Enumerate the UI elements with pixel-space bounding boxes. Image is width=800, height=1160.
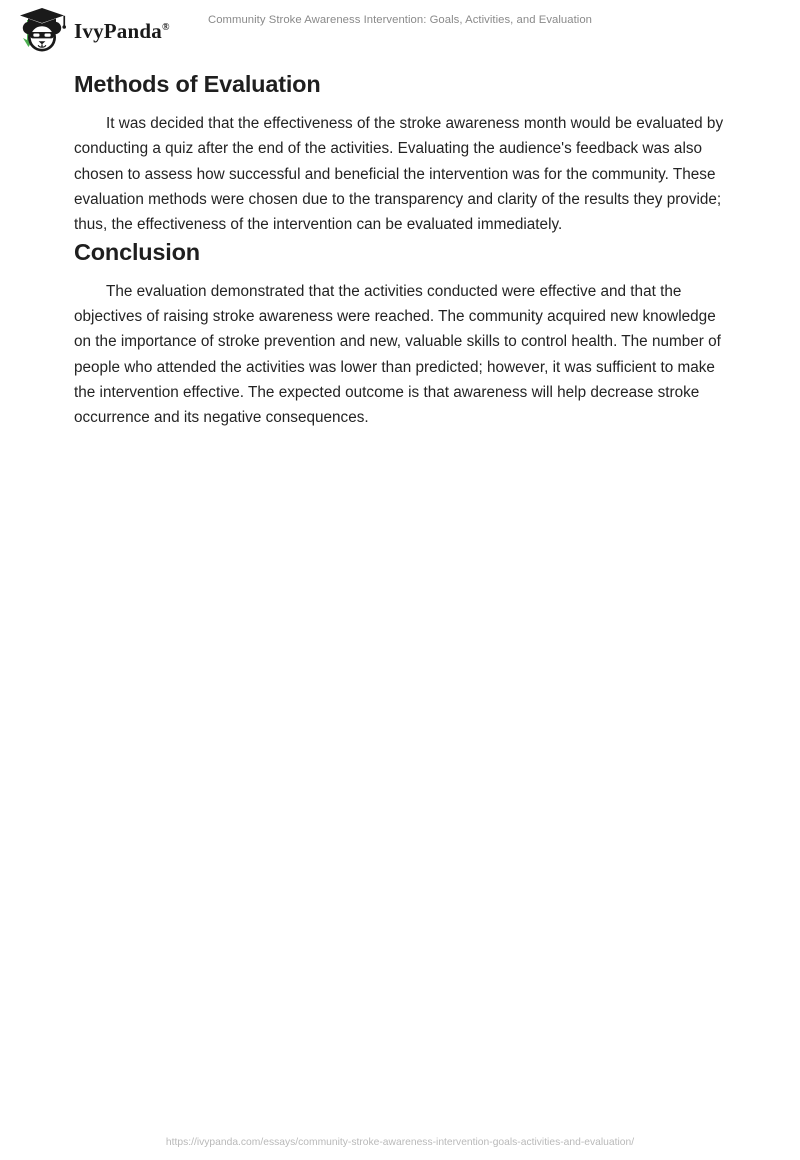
footer-source-url[interactable]: https://ivypanda.com/essays/community-stroke-awareness-intervention-goals-activities-and-evaluation/: [165, 1137, 635, 1148]
document-body: [74, 70, 725, 431]
page-header: [0, 0, 800, 62]
section-heading-conclusion: Conclusion: [74, 238, 200, 265]
section-heading-methods-of-evaluation: Methods of Evaluation: [74, 71, 321, 97]
page-footer: [0, 1132, 800, 1150]
brand-name-text: IvyPanda: [74, 18, 162, 43]
document-title-header: Community Stroke Awareness Intervention: Goals, Activities, and Evaluation: [207, 14, 592, 26]
paragraph-conclusion: The evaluation demonstrated that the activities conducted were effective and that the objectives of raising stroke awareness were reached. The community acquired new knowledge on the importance of stroke prevention and new, valuable skills to control health. The number of people who attended the activities was lower than predicted; however, it was sufficient to make the intervention effective. The expected outcome is that awareness will help decrease stroke occurrence and its negative consequences.: [74, 282, 721, 427]
paragraph-methods-of-evaluation: It was decided that the effectiveness of the stroke awareness month would be evaluated by conducting a quiz after the end of the activities. Evaluating the audience's feedback was also chosen to assess how successful and beneficial the intervention was for the community. These evaluation methods were chosen due to the transparency and clarity of the results they provide; thus, the effectiveness of the intervention can be evaluated immediately.: [74, 115, 724, 234]
registered-trademark-symbol: ®: [161, 21, 170, 33]
